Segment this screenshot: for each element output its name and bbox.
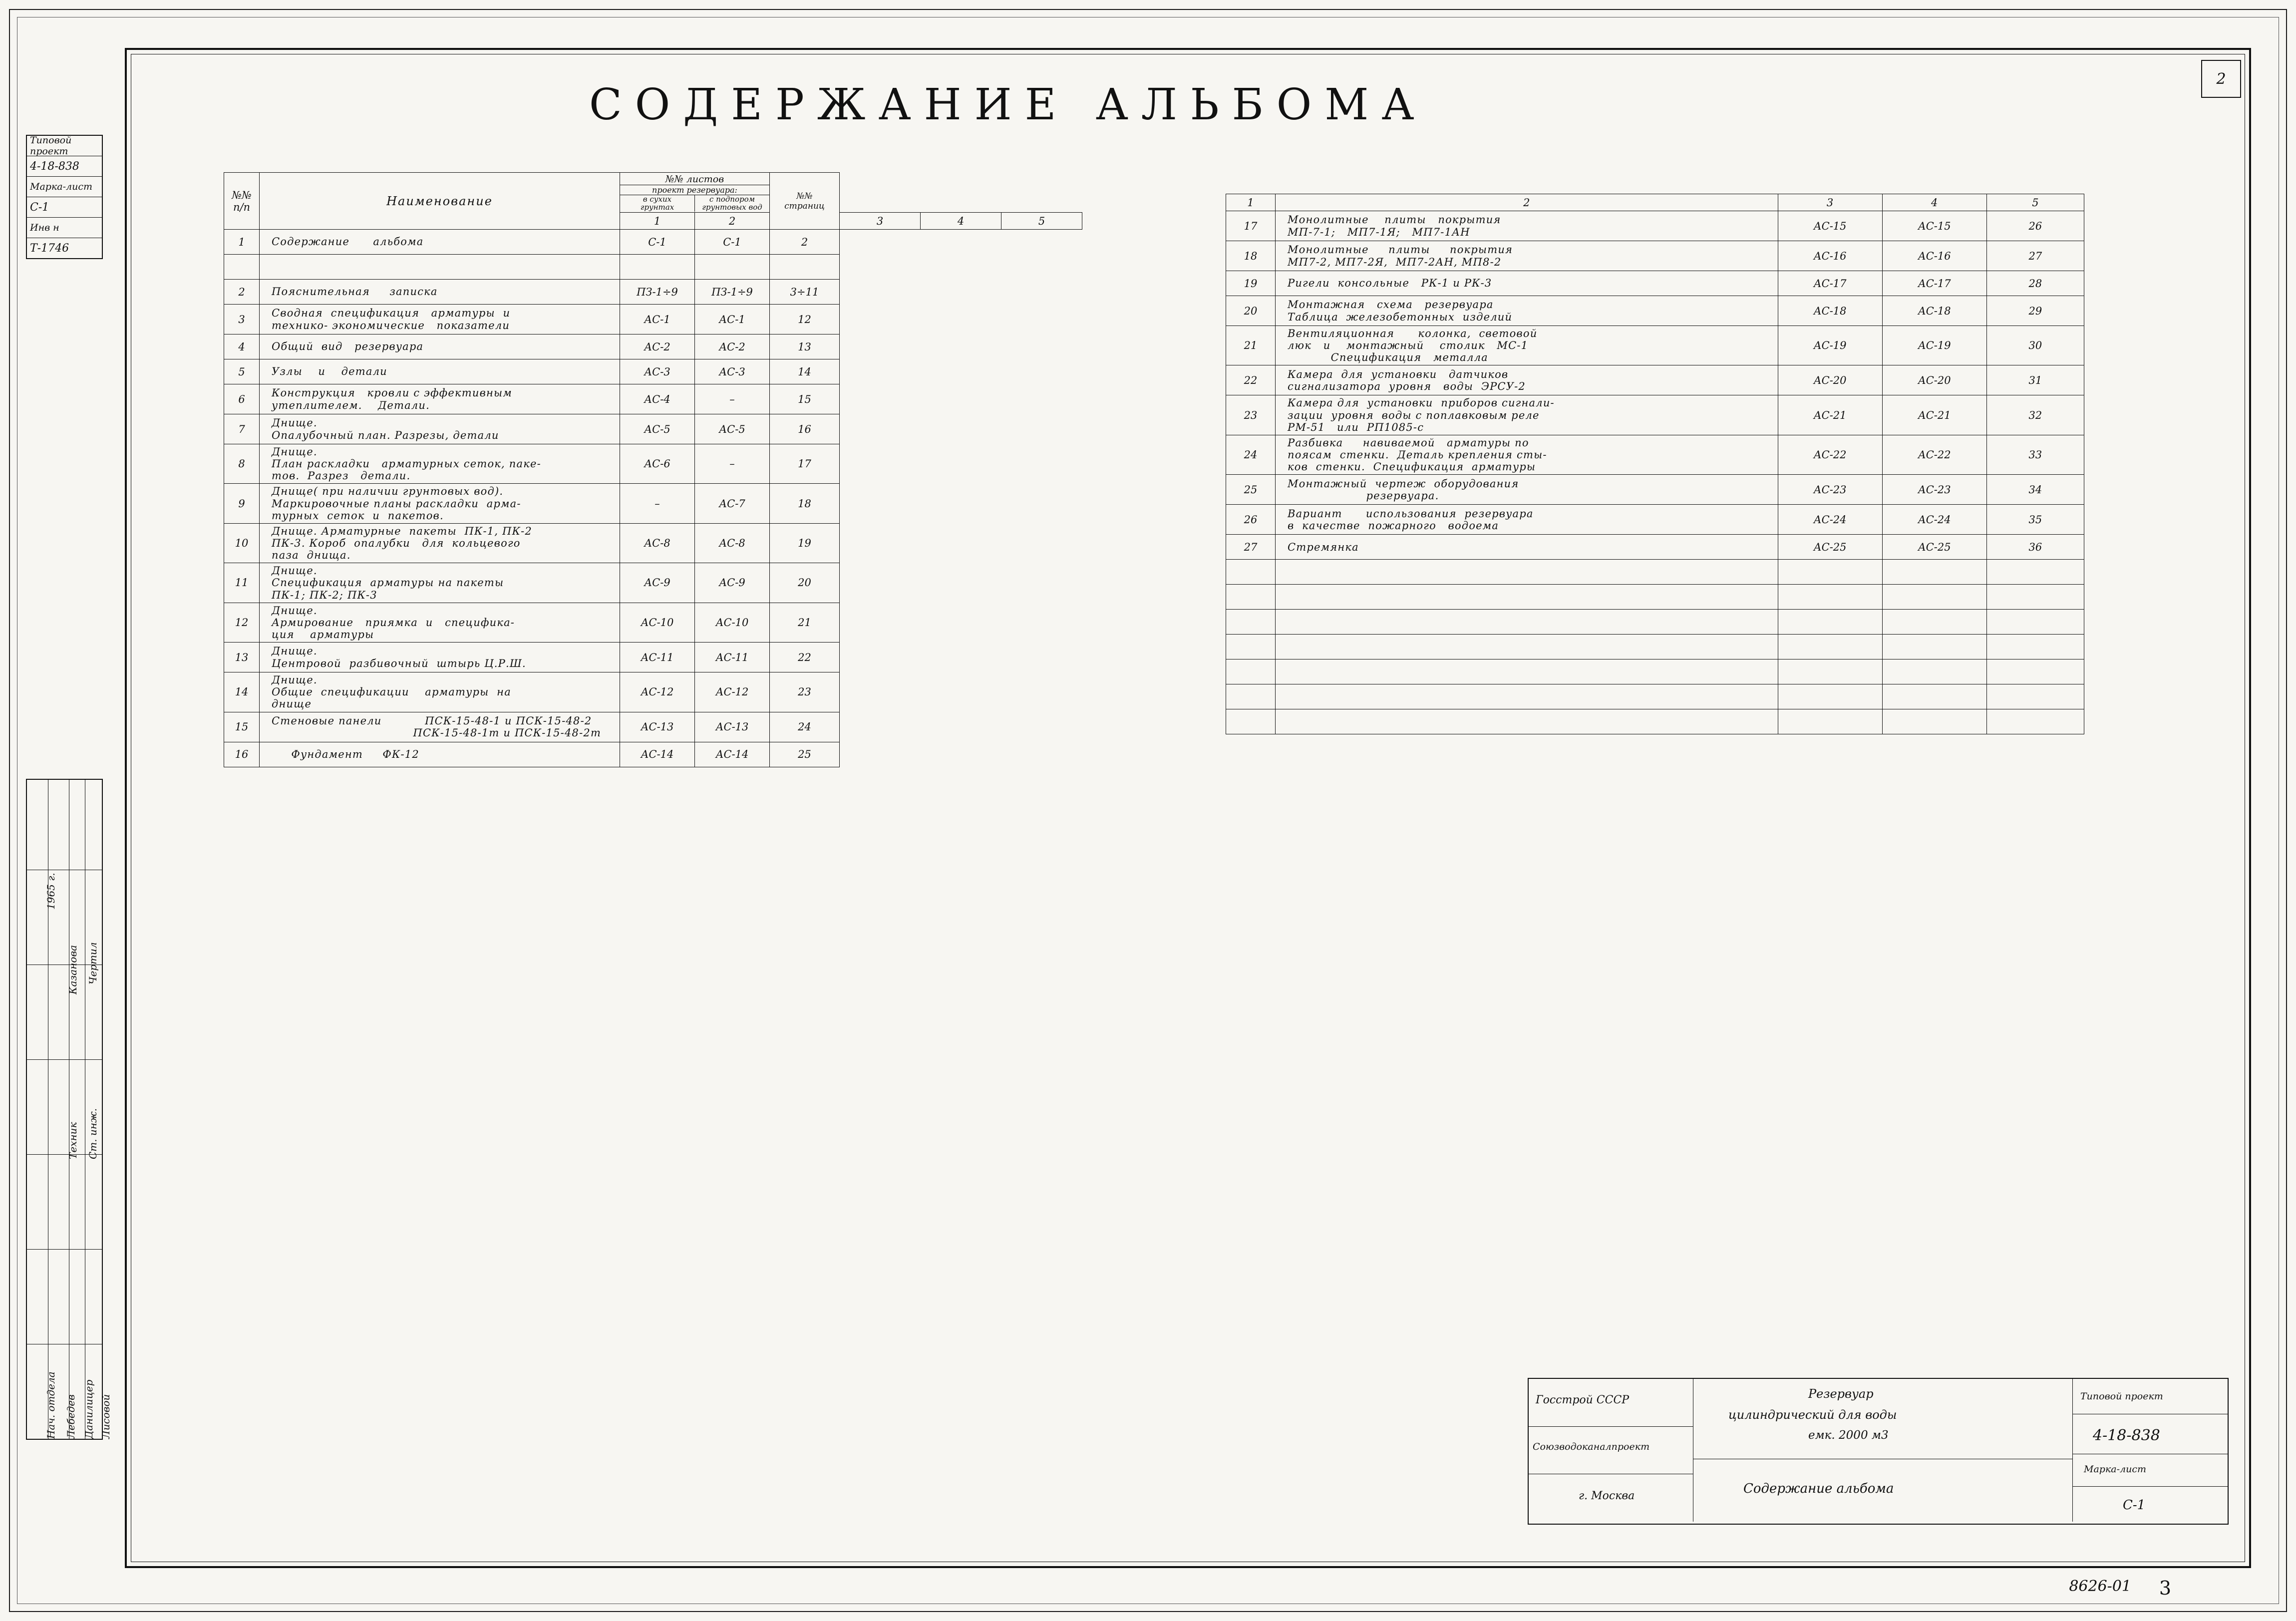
th-pages: №№ страниц <box>770 173 840 230</box>
row-col-3: АС-19 <box>1778 326 1882 365</box>
row-col-5: 12 <box>770 305 840 334</box>
row-col-5: 32 <box>1986 395 2084 435</box>
table-row[interactable] <box>1226 326 2084 365</box>
table-row[interactable] <box>1226 585 2084 610</box>
row-col-4: АС-17 <box>1882 271 1986 296</box>
row-col-4: АС-22 <box>1882 435 1986 474</box>
page-title: СОДЕРЖАНИЕ АЛЬБОМА <box>589 80 1427 130</box>
page-number-corner: 2 <box>2201 60 2241 98</box>
row-number <box>1226 610 1276 635</box>
row-title <box>1275 635 1778 659</box>
row-col-4: – <box>695 384 770 414</box>
row-col-5: 22 <box>770 643 840 672</box>
row-col-4 <box>1882 659 1986 684</box>
th-sheets-group <box>620 173 770 213</box>
row-col-3: АС-21 <box>1778 395 1882 435</box>
stamp-org1: Госстрой СССР <box>1536 1394 1630 1406</box>
row-title: Камера для установки датчиков сигнализатора уровня воды ЭРСУ-2 <box>1275 365 1778 395</box>
th-project-label: проект резервуара: <box>620 185 769 195</box>
row-col-4: АС-16 <box>1882 241 1986 271</box>
left-stamp-project-code: 4-18-838 <box>27 156 102 177</box>
row-title: Днище. Армирование приямка и спецификa- ция арматуры <box>260 603 620 642</box>
row-title: Сводная спецификация арматуры и технико- экономические показатели <box>260 305 620 334</box>
th-r-idx-5: 5 <box>1986 194 2084 211</box>
title-block-stamp <box>1528 1378 2229 1525</box>
row-col-4 <box>1882 610 1986 635</box>
table-row[interactable] <box>1226 271 2084 296</box>
row-title <box>1275 709 1778 734</box>
th-idx-2: 2 <box>695 213 770 230</box>
row-col-4: АС-14 <box>695 742 770 767</box>
th-r-idx-2: 2 <box>1275 194 1778 211</box>
row-col-3: АС-23 <box>1778 475 1882 505</box>
row-number: 17 <box>1226 211 1276 241</box>
th-r-idx-4: 4 <box>1882 194 1986 211</box>
th-col4: с подпором грунтовых вод <box>702 194 762 212</box>
left-stamp-block <box>26 135 103 259</box>
row-col-3 <box>1778 585 1882 610</box>
row-number: 5 <box>224 359 260 384</box>
row-col-4: АС-15 <box>1882 211 1986 241</box>
stamp-doc-title: Содержание альбома <box>1743 1481 1894 1496</box>
row-col-5: 16 <box>770 414 840 444</box>
th-idx-1: 1 <box>620 213 695 230</box>
row-number: 27 <box>1226 535 1276 560</box>
row-col-4 <box>1882 684 1986 709</box>
row-col-4: АС-24 <box>1882 505 1986 535</box>
row-col-3: – <box>620 484 695 523</box>
row-title: Стремянка <box>1275 535 1778 560</box>
row-title: Содержание альбома <box>260 230 620 255</box>
row-title: Днище. Опалубочный план. Разрезы, детали <box>260 414 620 444</box>
row-title: Фундамент ФК-12 <box>260 742 620 767</box>
row-col-5: 21 <box>770 603 840 642</box>
row-col-4 <box>695 255 770 280</box>
sig-label-chief: Данилицер <box>83 1379 95 1439</box>
table-row[interactable] <box>1226 505 2084 535</box>
th-idx-3: 3 <box>840 213 921 230</box>
row-col-3: АС-3 <box>620 359 695 384</box>
row-number: 1 <box>224 230 260 255</box>
row-col-5: 15 <box>770 384 840 414</box>
row-col-4 <box>1882 585 1986 610</box>
row-number: 8 <box>224 444 260 484</box>
table-row[interactable] <box>1226 475 2084 505</box>
table-row[interactable] <box>224 280 1082 305</box>
sig-name-head: Лебедев <box>65 1394 77 1439</box>
row-col-5: 2 <box>770 230 840 255</box>
stamp-city: г. Москва <box>1579 1490 1635 1502</box>
row-col-5: 35 <box>1986 505 2084 535</box>
left-stamp-label-project: Типовой проект <box>27 136 102 156</box>
row-title: Камера для установки приборов сигнали- зации уровня воды с поплавковым реле РМ-51 или РП1085-с <box>1275 395 1778 435</box>
sig-label-techcontrol: Ст. инж. <box>87 1108 99 1159</box>
row-title: Стеновые панели ПСК-15-48-1 и ПСК-15-48-2 ПСК-15-48-1т и ПСК-15-48-2т <box>260 712 620 742</box>
row-col-4: С-1 <box>695 230 770 255</box>
row-number: 12 <box>224 603 260 642</box>
table-row[interactable] <box>224 742 1082 767</box>
row-title <box>1275 560 1778 585</box>
sig-name-checker-1: Казанова <box>67 945 79 994</box>
row-col-4: АС-1 <box>695 305 770 334</box>
row-col-4: АС-7 <box>695 484 770 523</box>
row-col-5: 17 <box>770 444 840 484</box>
row-number: 9 <box>224 484 260 523</box>
row-title: Общий вид резервуара <box>260 334 620 359</box>
row-title <box>1275 585 1778 610</box>
row-title: Вентиляционная колонка, световой люк и монтажный столик МС-1 Спецификация металла <box>1275 326 1778 365</box>
row-number <box>1226 585 1276 610</box>
th-col3: в сухих грунтах <box>620 195 695 212</box>
row-col-4: АС-3 <box>695 359 770 384</box>
stamp-object-line3: емк. 2000 м3 <box>1808 1429 1889 1442</box>
row-number: 3 <box>224 305 260 334</box>
row-col-3: АС-5 <box>620 414 695 444</box>
row-col-5: 13 <box>770 334 840 359</box>
row-col-3: АС-11 <box>620 643 695 672</box>
row-col-3 <box>1778 684 1882 709</box>
row-col-5 <box>1986 585 2084 610</box>
row-col-3: АС-13 <box>620 712 695 742</box>
row-col-5: 30 <box>1986 326 2084 365</box>
table-row[interactable] <box>1226 241 2084 271</box>
table-row[interactable] <box>1226 684 2084 709</box>
table-row[interactable] <box>1226 395 2084 435</box>
row-col-3: АС-16 <box>1778 241 1882 271</box>
row-col-3: АС-4 <box>620 384 695 414</box>
row-col-5 <box>1986 610 2084 635</box>
row-number: 7 <box>224 414 260 444</box>
row-title: Пояснительная записка <box>260 280 620 305</box>
row-col-3: АС-20 <box>1778 365 1882 395</box>
row-number: 2 <box>224 280 260 305</box>
row-col-3: АС-17 <box>1778 271 1882 296</box>
table-row[interactable] <box>1226 535 2084 560</box>
th-num: №№ п/п <box>224 173 260 230</box>
stamp-label-project: Типовой проект <box>2080 1391 2163 1402</box>
row-col-5: 26 <box>1986 211 2084 241</box>
row-col-5 <box>1986 684 2084 709</box>
table-row[interactable] <box>1226 635 2084 659</box>
sheet-page-number: 3 <box>2159 1577 2171 1599</box>
row-number <box>224 255 260 280</box>
table-row[interactable] <box>224 603 1082 642</box>
row-col-3 <box>1778 659 1882 684</box>
row-col-4: АС-20 <box>1882 365 1986 395</box>
row-col-4: АС-10 <box>695 603 770 642</box>
row-col-3 <box>1778 560 1882 585</box>
row-col-3: АС-18 <box>1778 296 1882 326</box>
table-row[interactable] <box>224 384 1082 414</box>
th-sheets-label: №№ листов <box>620 174 769 185</box>
row-col-3: АС-10 <box>620 603 695 642</box>
row-col-4: АС-18 <box>1882 296 1986 326</box>
row-number: 11 <box>224 563 260 603</box>
row-number: 25 <box>1226 475 1276 505</box>
table-row[interactable] <box>224 643 1082 672</box>
row-number <box>1226 659 1276 684</box>
row-col-5: 29 <box>1986 296 2084 326</box>
row-title: Днище. План раскладки арматурных сеток, паке- тов. Разрез детали. <box>260 444 620 484</box>
table-row[interactable] <box>1226 211 2084 241</box>
stamp-label-mark: Марка-лист <box>2084 1464 2147 1475</box>
row-col-5: 34 <box>1986 475 2084 505</box>
row-title: Днище. Центровой разбивочный штырь Ц.Р.Ш. <box>260 643 620 672</box>
row-number <box>1226 635 1276 659</box>
table-row[interactable] <box>224 359 1082 384</box>
sig-date: 1965 г. <box>45 873 57 910</box>
row-col-3 <box>1778 635 1882 659</box>
row-number: 16 <box>224 742 260 767</box>
row-title: Монтажный чертеж оборудования резервуара. <box>1275 475 1778 505</box>
row-title: Ригели консольные РК-1 и РК-3 <box>1275 271 1778 296</box>
row-title: Монолитные плиты покрытия МП7-2, МП7-2Я, МП7-2АН, МП8-2 <box>1275 241 1778 271</box>
row-col-4: АС-21 <box>1882 395 1986 435</box>
row-col-5 <box>1986 635 2084 659</box>
row-title: Монтажная схема резервуара Таблица железобетонных изделий <box>1275 296 1778 326</box>
row-col-3 <box>1778 709 1882 734</box>
row-col-3: АС-22 <box>1778 435 1882 474</box>
row-col-3 <box>620 255 695 280</box>
row-col-3: АС-12 <box>620 672 695 712</box>
table-row[interactable] <box>224 563 1082 603</box>
row-number: 6 <box>224 384 260 414</box>
row-title: Вариант использования резервуара в качестве пожарного водоема <box>1275 505 1778 535</box>
th-r-idx-1: 1 <box>1226 194 1276 211</box>
sig-name-chief: Лисовой <box>100 1394 112 1439</box>
row-title: Разбивка навиваемой арматуры по поясам стенки. Деталь крепления сты- ков стенки. Спецификация арматуры <box>1275 435 1778 474</box>
row-number: 4 <box>224 334 260 359</box>
row-number: 26 <box>1226 505 1276 535</box>
row-title <box>1275 659 1778 684</box>
row-number <box>1226 560 1276 585</box>
row-number: 15 <box>224 712 260 742</box>
row-number: 10 <box>224 523 260 563</box>
row-col-5: 14 <box>770 359 840 384</box>
left-stamp-label-mark: Марка-лист <box>27 177 102 197</box>
row-col-4: АС-9 <box>695 563 770 603</box>
contents-table-left <box>224 172 1082 767</box>
row-col-3: АС-6 <box>620 444 695 484</box>
row-col-4: АС-25 <box>1882 535 1986 560</box>
row-col-4: АС-5 <box>695 414 770 444</box>
signature-grid <box>26 779 112 1440</box>
table-row[interactable] <box>1226 560 2084 585</box>
row-number <box>1226 684 1276 709</box>
row-col-4 <box>1882 635 1986 659</box>
row-col-4: АС-8 <box>695 523 770 563</box>
row-col-3: АС-14 <box>620 742 695 767</box>
row-title: Днище( при наличии грунтовых вод). Маркировочные планы раскладки арма- турных сеток и пакетов. <box>260 484 620 523</box>
row-col-5: 27 <box>1986 241 2084 271</box>
row-title: Конструкция кровли с эффективным утеплителем. Детали. <box>260 384 620 414</box>
row-col-5: 3÷11 <box>770 280 840 305</box>
row-col-3: АС-1 <box>620 305 695 334</box>
row-col-4: ПЗ-1÷9 <box>695 280 770 305</box>
row-number: 21 <box>1226 326 1276 365</box>
row-number: 18 <box>1226 241 1276 271</box>
row-col-3 <box>1778 610 1882 635</box>
row-col-4: АС-23 <box>1882 475 1986 505</box>
table-row[interactable] <box>1226 610 2084 635</box>
table-row[interactable] <box>224 444 1082 484</box>
row-col-5: 28 <box>1986 271 2084 296</box>
row-col-5: 18 <box>770 484 840 523</box>
row-col-5: 23 <box>770 672 840 712</box>
table-row[interactable] <box>224 484 1082 523</box>
left-stamp-mark: С-1 <box>27 197 102 218</box>
table-row[interactable] <box>1226 709 2084 734</box>
row-col-5: 36 <box>1986 535 2084 560</box>
row-col-4: АС-11 <box>695 643 770 672</box>
stamp-object-line1: Резервуар <box>1808 1387 1874 1401</box>
row-col-3: АС-24 <box>1778 505 1882 535</box>
th-name: Наименование <box>260 173 620 230</box>
left-stamp-inv: Т-1746 <box>30 242 69 255</box>
row-col-5: 25 <box>770 742 840 767</box>
row-title: Монолитные плиты покрытия МП-7-1; МП7-1Я; МП7-1АН <box>1275 211 1778 241</box>
row-col-3: АС-2 <box>620 334 695 359</box>
stamp-object-line2: цилиндрический для воды <box>1728 1408 1897 1422</box>
row-col-5 <box>1986 560 2084 585</box>
row-number: 22 <box>1226 365 1276 395</box>
row-col-5: 19 <box>770 523 840 563</box>
row-col-5 <box>1986 709 2084 734</box>
table-row[interactable] <box>224 712 1082 742</box>
row-col-4: АС-12 <box>695 672 770 712</box>
table-row[interactable] <box>1226 296 2084 326</box>
row-title <box>1275 610 1778 635</box>
row-title: Узлы и детали <box>260 359 620 384</box>
stamp-mark: С-1 <box>2123 1498 2146 1513</box>
sig-label-checker-1: Чертил <box>87 942 99 984</box>
row-col-3: АС-15 <box>1778 211 1882 241</box>
row-col-5 <box>770 255 840 280</box>
table-row[interactable] <box>1226 365 2084 395</box>
row-col-5: 33 <box>1986 435 2084 474</box>
row-col-4: АС-2 <box>695 334 770 359</box>
contents-table-right <box>1226 194 2084 734</box>
table-row[interactable] <box>224 414 1082 444</box>
row-col-3: АС-8 <box>620 523 695 563</box>
sig-name-techcontrol: Техник <box>67 1122 79 1159</box>
row-col-3: ПЗ-1÷9 <box>620 280 695 305</box>
table-row[interactable] <box>224 230 1082 255</box>
table-row[interactable] <box>1226 659 2084 684</box>
table-row[interactable] <box>224 255 1082 280</box>
stamp-org2: Союзводоканалпроект <box>1533 1441 1650 1452</box>
row-title <box>1275 684 1778 709</box>
row-col-3: АС-9 <box>620 563 695 603</box>
row-title: Днище. Общие спецификации арматуры на днище <box>260 672 620 712</box>
row-col-4 <box>1882 560 1986 585</box>
table-row[interactable] <box>224 305 1082 334</box>
th-r-idx-3: 3 <box>1778 194 1882 211</box>
stamp-project-code: 4-18-838 <box>2093 1427 2160 1444</box>
table-row[interactable] <box>224 334 1082 359</box>
sig-label-head: Нач. отдела <box>45 1371 57 1439</box>
th-idx-4: 4 <box>921 213 1001 230</box>
row-col-5: 31 <box>1986 365 2084 395</box>
row-number <box>1226 709 1276 734</box>
row-number: 14 <box>224 672 260 712</box>
row-number: 24 <box>1226 435 1276 474</box>
row-number: 23 <box>1226 395 1276 435</box>
row-title: Днище. Арматурные пакеты ПК-1, ПК-2 ПК-3. Короб опалубки для кольцевого паза днища. <box>260 523 620 563</box>
row-col-3: С-1 <box>620 230 695 255</box>
row-col-5: 20 <box>770 563 840 603</box>
table-row[interactable] <box>1226 435 2084 474</box>
row-title <box>260 255 620 280</box>
row-number: 19 <box>1226 271 1276 296</box>
row-col-4: – <box>695 444 770 484</box>
row-col-4: АС-19 <box>1882 326 1986 365</box>
row-col-5: 24 <box>770 712 840 742</box>
row-col-3: АС-25 <box>1778 535 1882 560</box>
table-row[interactable] <box>224 672 1082 712</box>
row-col-4 <box>1882 709 1986 734</box>
left-stamp-label-inv: Инв н <box>27 218 102 238</box>
row-col-5 <box>1986 659 2084 684</box>
table-row[interactable] <box>224 523 1082 563</box>
row-number: 13 <box>224 643 260 672</box>
sheet-code: 8626-01 <box>2069 1578 2131 1595</box>
row-col-4: АС-13 <box>695 712 770 742</box>
th-idx-5: 5 <box>1001 213 1082 230</box>
row-number: 20 <box>1226 296 1276 326</box>
row-title: Днище. Спецификация арматуры на пакеты ПК-1; ПК-2; ПК-3 <box>260 563 620 603</box>
